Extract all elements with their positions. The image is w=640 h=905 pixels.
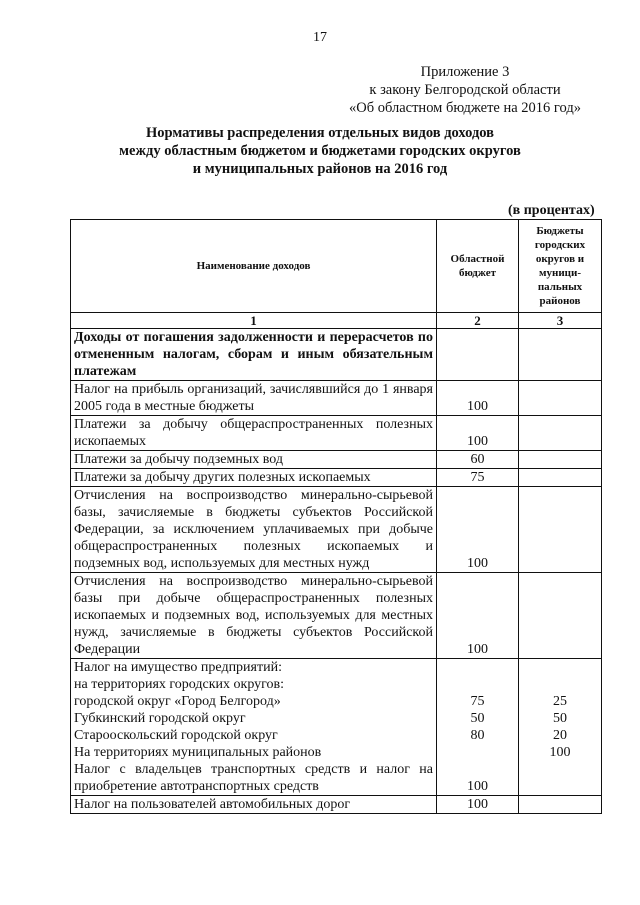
row-name: Налог на прибыль организаций, зачислявшийся до 1 января 2005 года в местные бюджеты — [71, 381, 437, 416]
column-number: 2 — [437, 313, 519, 329]
row-name: Отчисления на воспроизводство минерально-сырьевой базы, зачисляемые в бюджеты субъектов Российской Федерации, за исключением уплачиваемых при добыче общераспространенных полезных ископаемых и подземных вод, используемых для местных нужд — [71, 487, 437, 573]
row-regional-value — [437, 329, 519, 381]
row-regional-value — [440, 659, 515, 676]
table-row — [71, 451, 602, 469]
row-local-value: 100 — [549, 745, 571, 760]
header-name: Наименование доходов — [71, 220, 437, 313]
table-row — [71, 796, 602, 814]
row-regional-value: 75 — [437, 469, 519, 487]
row-local-value — [519, 573, 602, 659]
row-regional-value — [440, 676, 515, 693]
income-norms-table — [70, 219, 602, 814]
row-regional-value: 75 — [470, 694, 485, 709]
row-name: Налог на пользователей автомобильных дорог — [71, 796, 437, 814]
row-regional-value: 100 — [437, 573, 519, 659]
row-local-value — [519, 416, 602, 451]
header-regional-budget: Областной бюджет — [437, 220, 519, 313]
row-local-value: 20 — [553, 728, 567, 743]
table-row — [71, 573, 602, 659]
table-row — [71, 381, 602, 416]
row-name: Доходы от погашения задолженности и перерасчетов по отмененным налогам, сборам и иным обязательным платежам — [71, 329, 437, 381]
row-regional-value — [440, 761, 515, 778]
table-row — [71, 329, 602, 381]
row-regional-value: 100 — [437, 416, 519, 451]
appendix-note — [330, 63, 600, 117]
row-regional-value: 60 — [437, 451, 519, 469]
title-line: Нормативы распределения отдельных видов доходов — [146, 125, 494, 141]
table-row — [71, 659, 602, 796]
row-local-value — [519, 451, 602, 469]
row-name-multiline — [71, 659, 437, 796]
row-regional-value — [440, 744, 515, 761]
row-regional-value: 80 — [470, 728, 485, 743]
table-row — [71, 416, 602, 451]
title-line: между областным бюджетом и бюджетами городских округов — [119, 143, 521, 159]
row-line: Налог на имущество предприятий: — [74, 660, 282, 675]
row-local-value — [522, 761, 598, 778]
row-regional-value: 100 — [467, 779, 488, 794]
row-name: Платежи за добычу подземных вод — [71, 451, 437, 469]
row-regional-value: 100 — [437, 487, 519, 573]
appendix-line: Приложение 3 — [420, 64, 510, 80]
page-number: 17 — [313, 30, 327, 45]
appendix-line: «Об областном бюджете на 2016 год» — [349, 100, 581, 116]
row-name: Платежи за добычу общераспространенных полезных ископаемых — [71, 416, 437, 451]
header-local-budgets: Бюджеты городских округов и муници-пальных районов — [519, 220, 602, 313]
row-local-values — [519, 659, 602, 796]
row-line: на территориях городских округов: — [74, 677, 285, 692]
appendix-line: к закону Белгородской области — [369, 82, 561, 98]
column-number: 3 — [519, 313, 602, 329]
row-local-value — [522, 676, 598, 693]
row-local-value — [522, 659, 598, 676]
column-number: 1 — [71, 313, 437, 329]
row-regional-value: 100 — [437, 796, 519, 814]
row-name: Отчисления на воспроизводство минерально-сырьевой базы при добыче общераспространенных полезных ископаемых и подземных вод, используемых для местных нужд, зачисляемые в бюджеты субъектов Российской Федерации — [71, 573, 437, 659]
row-name: Платежи за добычу других полезных ископаемых — [71, 469, 437, 487]
row-regional-values — [437, 659, 519, 796]
row-local-value — [519, 487, 602, 573]
row-line: городской округ «Город Белгород» — [74, 694, 281, 709]
row-local-value: 50 — [553, 711, 567, 726]
row-local-value — [519, 381, 602, 416]
row-local-value — [522, 778, 598, 795]
row-local-value — [519, 469, 602, 487]
row-line: Старооскольский городской округ — [74, 728, 278, 743]
units-label: (в процентах) — [508, 203, 595, 218]
table-row — [71, 469, 602, 487]
document-title — [80, 124, 560, 178]
row-local-value — [519, 329, 602, 381]
row-line: На территориях муниципальных районов — [74, 745, 322, 760]
row-regional-value: 100 — [437, 381, 519, 416]
table-row — [71, 487, 602, 573]
row-local-value — [519, 796, 602, 814]
row-local-value: 25 — [553, 694, 567, 709]
row-regional-value: 50 — [470, 711, 485, 726]
row-line: Налог с владельцев транспортных средств и налог на приобретение автотранспортных средств — [74, 762, 433, 794]
row-line: Губкинский городской округ — [74, 711, 246, 726]
title-line: и муниципальных районов на 2016 год — [192, 161, 448, 177]
